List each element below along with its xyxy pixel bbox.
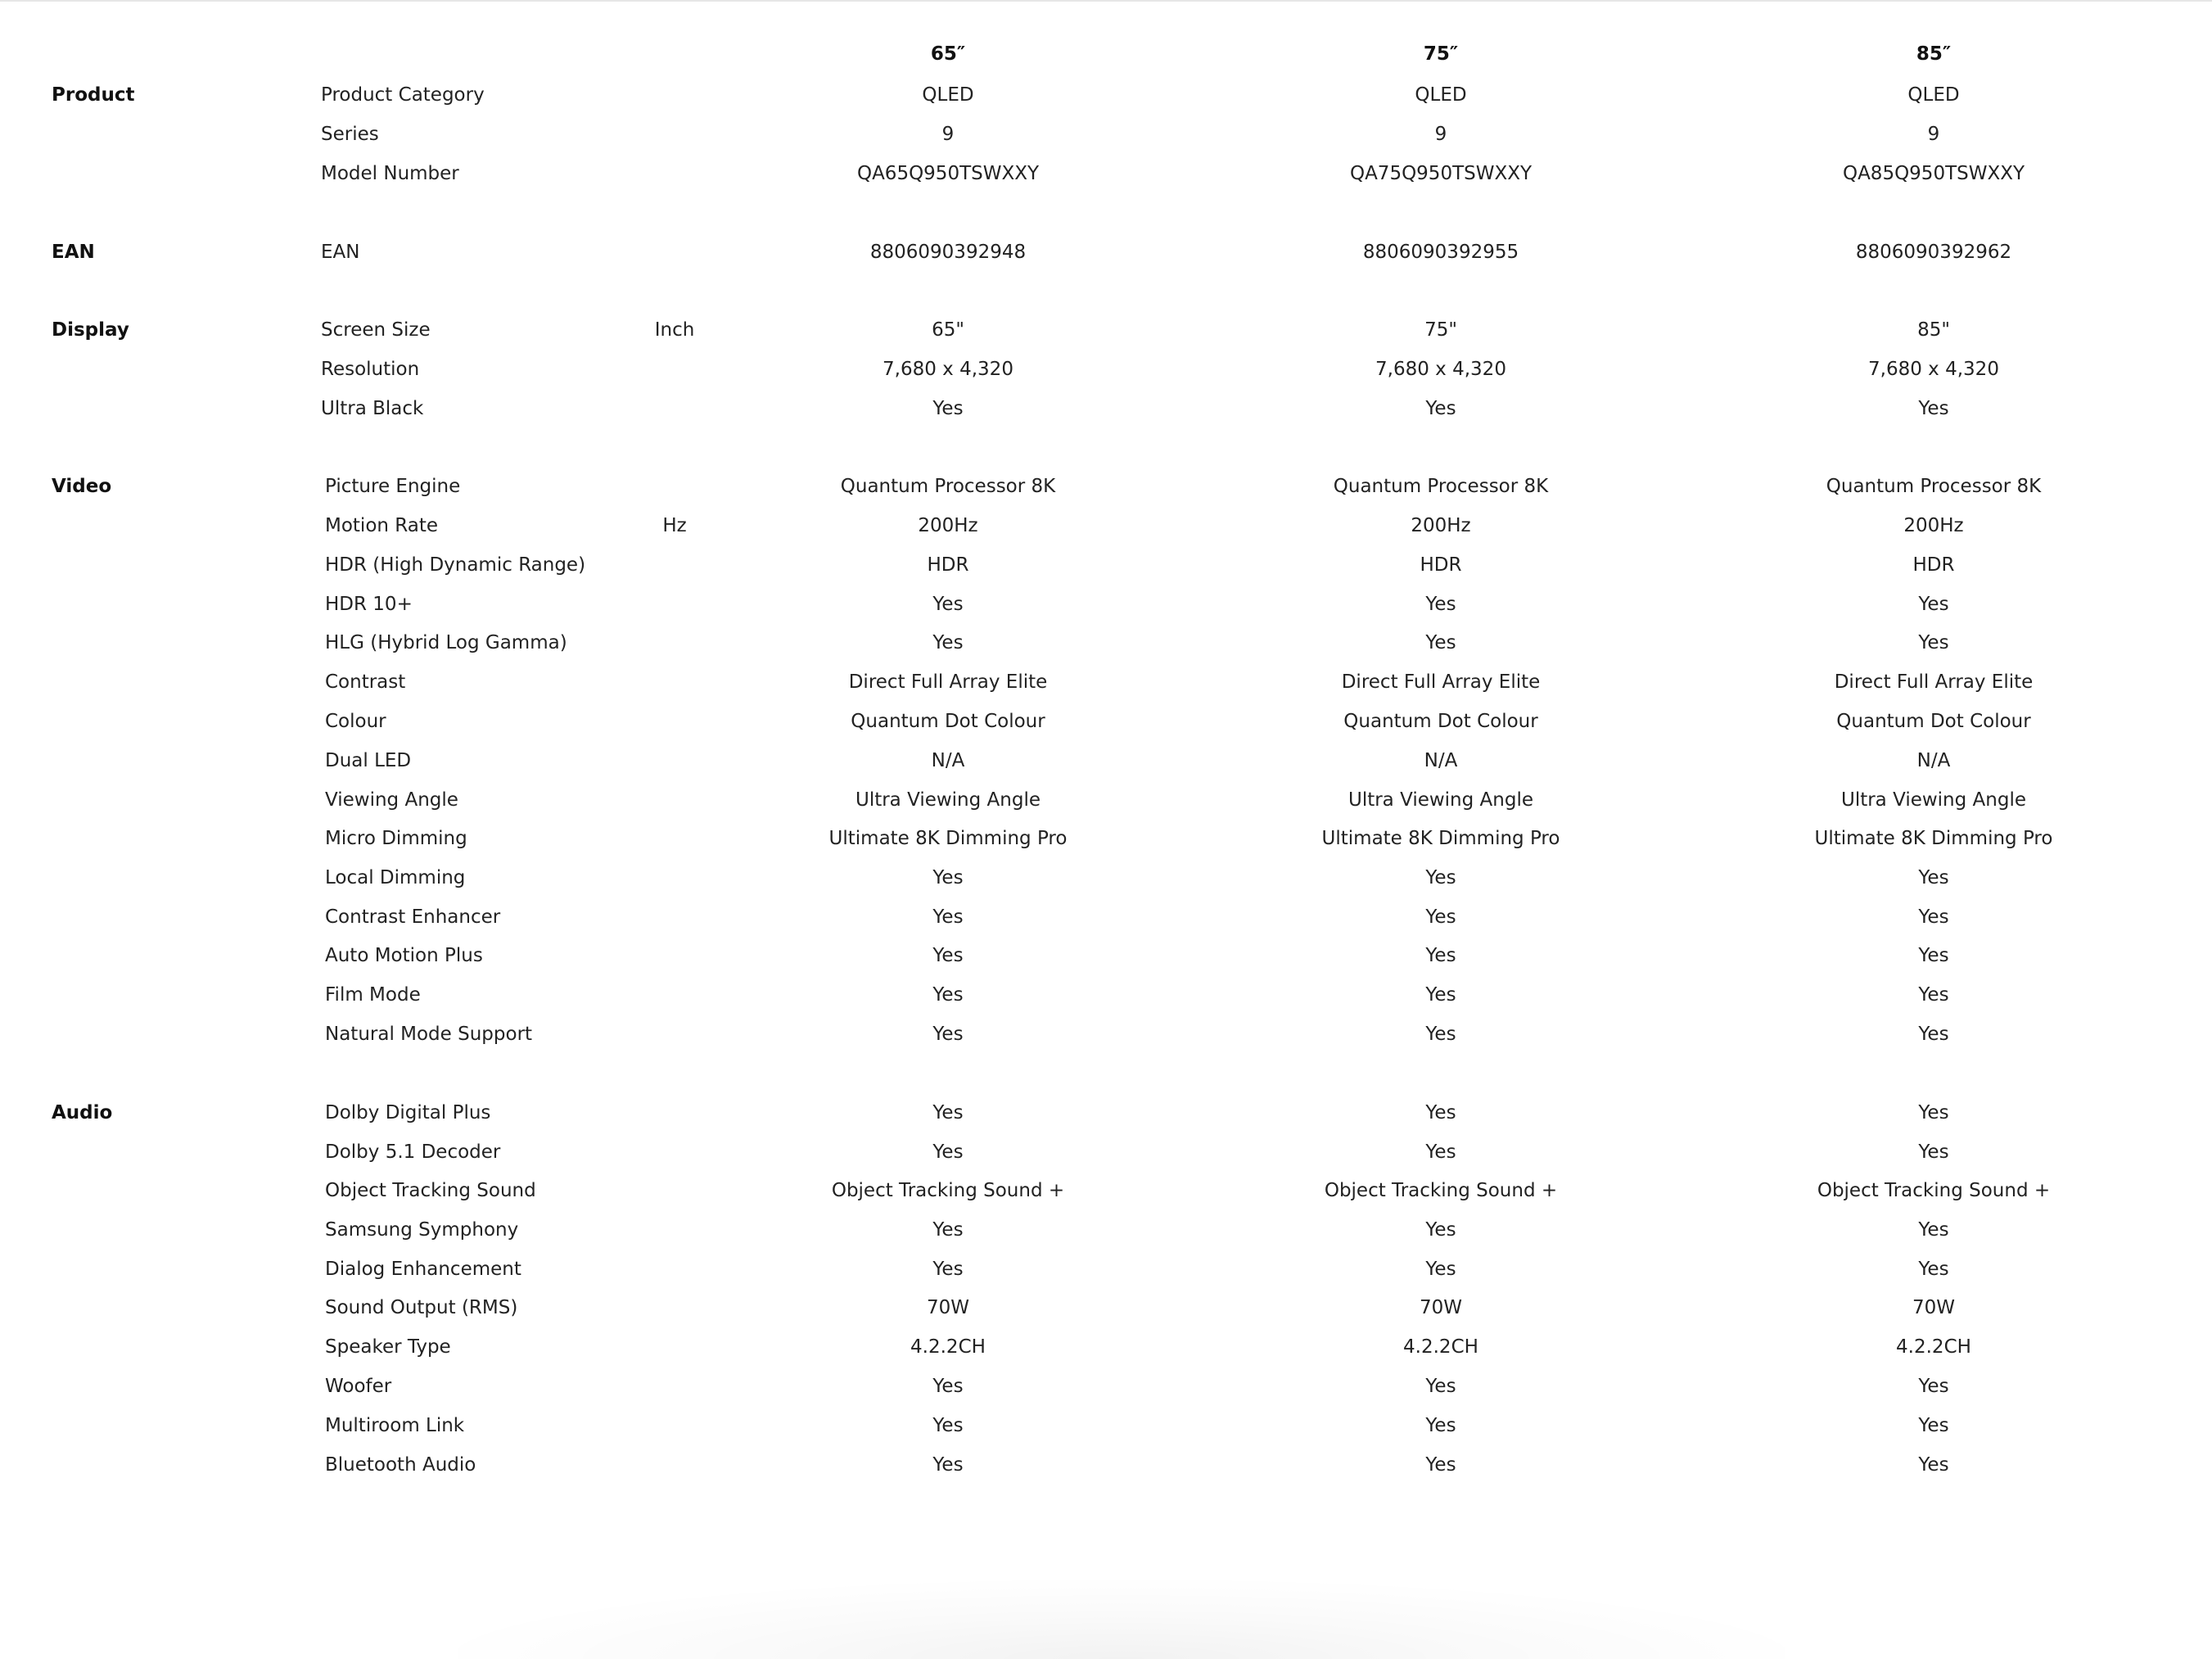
spec-unit <box>639 1445 711 1485</box>
spec-value-65: Quantum Processor 8K <box>840 476 1056 497</box>
spec-unit <box>639 1250 711 1289</box>
spec-value-65: Yes <box>932 1454 964 1476</box>
spec-unit <box>639 1210 711 1250</box>
spec-unit <box>639 585 711 624</box>
spec-row <box>0 1210 2212 1250</box>
column-header-75: 75″ <box>1423 43 1459 65</box>
spec-value-85: Yes <box>1918 398 1949 419</box>
spec-value-75: 8806090392955 <box>1362 242 1519 263</box>
spec-value-75: Yes <box>1425 1454 1456 1476</box>
spec-value-65: HDR <box>927 554 969 576</box>
spec-value-75: Quantum Processor 8K <box>1333 476 1549 497</box>
spec-value-85: Yes <box>1918 1376 1949 1397</box>
spec-value-75: Yes <box>1425 1141 1456 1163</box>
spec-value-65: Yes <box>932 1141 964 1163</box>
spec-row <box>0 702 2212 741</box>
spec-row <box>0 897 2212 937</box>
spec-value-65: Quantum Dot Colour <box>851 711 1045 732</box>
spec-label: Viewing Angle <box>325 789 458 811</box>
spec-unit <box>639 662 711 702</box>
spec-value-75: Direct Full Array Elite <box>1341 671 1541 693</box>
spec-row <box>0 662 2212 702</box>
spec-row <box>0 975 2212 1015</box>
spec-value-85: Yes <box>1918 1102 1949 1123</box>
spec-label: Micro Dimming <box>325 828 467 849</box>
spec-label: Local Dimming <box>325 867 466 888</box>
spec-row <box>0 545 2212 585</box>
spec-row <box>0 1171 2212 1210</box>
bottom-shadow <box>458 1580 1785 1659</box>
spec-value-85: Yes <box>1918 1259 1949 1280</box>
spec-row <box>0 819 2212 858</box>
spec-value-75: Yes <box>1425 1376 1456 1397</box>
spec-value-85: 85" <box>1917 319 1950 341</box>
spec-unit <box>639 467 711 506</box>
spec-row <box>0 1367 2212 1406</box>
spec-value-75: Yes <box>1425 984 1456 1006</box>
spec-unit <box>639 1171 711 1210</box>
spec-value-75: Ultra Viewing Angle <box>1348 789 1533 811</box>
spec-label: Film Mode <box>325 984 421 1006</box>
spec-label: Picture Engine <box>325 476 461 497</box>
spec-value-65: Object Tracking Sound + <box>831 1180 1065 1201</box>
spec-value-85: QA85Q950TSWXXY <box>1842 163 2025 184</box>
spec-row <box>0 1327 2212 1367</box>
spec-value-75: Yes <box>1425 398 1456 419</box>
spec-value-75: 75" <box>1424 319 1457 341</box>
spec-label: Samsung Symphony <box>325 1219 519 1241</box>
spec-value-65: 200Hz <box>918 515 978 536</box>
spec-label: Object Tracking Sound <box>325 1180 536 1201</box>
spec-unit <box>639 1327 711 1367</box>
spec-row <box>0 585 2212 624</box>
spec-value-75: 70W <box>1419 1297 1462 1318</box>
section-label: EAN <box>52 242 95 263</box>
spec-row <box>0 310 2212 350</box>
spec-label: Multiroom Link <box>325 1415 465 1436</box>
spec-value-65: Ultra Viewing Angle <box>855 789 1041 811</box>
spec-unit <box>639 1288 711 1327</box>
spec-value-65: Yes <box>932 632 964 653</box>
spec-label: Ultra Black <box>321 398 424 419</box>
spec-value-85: QLED <box>1907 84 1960 106</box>
spec-value-65: Yes <box>932 1259 964 1280</box>
spec-unit <box>639 350 711 389</box>
spec-value-65: Direct Full Array Elite <box>848 671 1048 693</box>
spec-row <box>0 1288 2212 1327</box>
spec-unit <box>639 389 711 428</box>
spec-row <box>0 1406 2212 1445</box>
spec-value-65: 8806090392948 <box>869 242 1027 263</box>
spec-row <box>0 1093 2212 1132</box>
spec-unit <box>639 780 711 820</box>
spec-value-65: 70W <box>926 1297 969 1318</box>
spec-label: Model Number <box>321 163 459 184</box>
spec-value-85: Yes <box>1918 1141 1949 1163</box>
section-label: Display <box>52 319 129 341</box>
spec-value-65: 7,680 x 4,320 <box>883 359 1013 380</box>
spec-value-85: 9 <box>1927 124 1940 145</box>
spec-unit <box>639 975 711 1015</box>
spec-value-75: Yes <box>1425 867 1456 888</box>
spec-label: Contrast <box>325 671 406 693</box>
spec-label: Dolby 5.1 Decoder <box>325 1141 501 1163</box>
spec-value-85: Quantum Dot Colour <box>1836 711 2031 732</box>
spec-value-75: QLED <box>1415 84 1467 106</box>
spec-unit <box>639 623 711 662</box>
section-label: Audio <box>52 1102 113 1123</box>
spec-unit: Inch <box>654 319 695 341</box>
spec-row <box>0 1015 2212 1054</box>
spec-row <box>0 75 2212 115</box>
spec-unit <box>639 545 711 585</box>
section-label: Product <box>52 84 135 106</box>
spec-label: Dialog Enhancement <box>325 1259 521 1280</box>
spec-row <box>0 858 2212 897</box>
spec-value-85: N/A <box>1916 750 1951 771</box>
spec-value-65: Yes <box>932 1024 964 1045</box>
spec-value-75: N/A <box>1424 750 1458 771</box>
spec-row <box>0 936 2212 975</box>
spec-unit <box>639 1367 711 1406</box>
spec-unit: Hz <box>662 515 687 536</box>
spec-unit <box>639 233 711 272</box>
spec-row <box>0 780 2212 820</box>
spec-value-65: Ultimate 8K Dimming Pro <box>828 828 1068 849</box>
spec-value-65: QLED <box>922 84 974 106</box>
spec-unit <box>639 75 711 115</box>
spec-label: Auto Motion Plus <box>325 945 483 966</box>
spec-row <box>0 1132 2212 1172</box>
spec-row <box>0 233 2212 272</box>
spec-value-85: Yes <box>1918 1454 1949 1476</box>
spec-value-75: HDR <box>1420 554 1462 576</box>
spec-value-65: QA65Q950TSWXXY <box>856 163 1040 184</box>
spec-value-75: Yes <box>1425 594 1456 615</box>
spec-value-75: Yes <box>1425 945 1456 966</box>
spec-value-65: Yes <box>932 1415 964 1436</box>
spec-value-75: Yes <box>1425 1219 1456 1241</box>
spec-label: Motion Rate <box>325 515 439 536</box>
spec-label: HDR 10+ <box>325 594 413 615</box>
spec-label: Natural Mode Support <box>325 1024 533 1045</box>
spec-value-75: 4.2.2CH <box>1403 1336 1478 1358</box>
spec-label: Dolby Digital Plus <box>325 1102 491 1123</box>
spec-value-85: Direct Full Array Elite <box>1834 671 2034 693</box>
spec-unit <box>639 702 711 741</box>
spec-row <box>0 506 2212 545</box>
spec-row <box>0 350 2212 389</box>
header-row <box>0 34 2212 74</box>
spec-value-75: Yes <box>1425 1024 1456 1045</box>
spec-value-85: Yes <box>1918 945 1949 966</box>
spec-value-65: Yes <box>932 984 964 1006</box>
spec-value-75: Yes <box>1425 1259 1456 1280</box>
spec-value-85: 8806090392962 <box>1855 242 2012 263</box>
spec-unit <box>639 897 711 937</box>
spec-value-85: Quantum Processor 8K <box>1826 476 2042 497</box>
spec-value-85: Object Tracking Sound + <box>1817 1180 2051 1201</box>
spec-label: Woofer <box>325 1376 392 1397</box>
spec-value-75: Yes <box>1425 1102 1456 1123</box>
spec-unit <box>639 741 711 780</box>
spec-label: Bluetooth Audio <box>325 1454 476 1476</box>
spec-label: Sound Output (RMS) <box>325 1297 518 1318</box>
spec-value-65: Yes <box>932 906 964 928</box>
spec-value-85: Yes <box>1918 906 1949 928</box>
spec-label: Colour <box>325 711 386 732</box>
spec-value-65: Yes <box>932 398 964 419</box>
spec-value-85: Yes <box>1918 1024 1949 1045</box>
spec-label: Contrast Enhancer <box>325 906 501 928</box>
spec-value-75: 7,680 x 4,320 <box>1375 359 1506 380</box>
spec-value-65: 65" <box>932 319 964 341</box>
spec-value-75: Yes <box>1425 632 1456 653</box>
spec-value-85: Yes <box>1918 984 1949 1006</box>
spec-value-65: Yes <box>932 1219 964 1241</box>
spec-value-85: HDR <box>1912 554 1955 576</box>
spec-value-75: Ultimate 8K Dimming Pro <box>1321 828 1560 849</box>
spec-label: Series <box>321 124 379 145</box>
spec-row <box>0 741 2212 780</box>
spec-label: HDR (High Dynamic Range) <box>325 554 586 576</box>
spec-unit <box>639 1406 711 1445</box>
spec-unit <box>639 819 711 858</box>
spec-unit <box>639 936 711 975</box>
spec-value-85: 200Hz <box>1903 515 1964 536</box>
spec-row <box>0 1250 2212 1289</box>
spec-value-85: 70W <box>1912 1297 1955 1318</box>
spec-label: Product Category <box>321 84 485 106</box>
spec-row <box>0 623 2212 662</box>
spec-unit <box>639 1132 711 1172</box>
spec-label: Resolution <box>321 359 420 380</box>
spec-value-65: 4.2.2CH <box>910 1336 986 1358</box>
spec-value-65: Yes <box>932 867 964 888</box>
spec-value-85: Ultra Viewing Angle <box>1840 789 2026 811</box>
spec-label: EAN <box>321 242 360 263</box>
spec-value-65: Yes <box>932 1376 964 1397</box>
spec-value-85: Ultimate 8K Dimming Pro <box>1814 828 2053 849</box>
section-label: Video <box>52 476 112 497</box>
spec-value-65: Yes <box>932 945 964 966</box>
column-header-85: 85″ <box>1916 43 1952 65</box>
spec-value-75: Yes <box>1425 906 1456 928</box>
spec-label: Speaker Type <box>325 1336 451 1358</box>
spec-value-75: Yes <box>1425 1415 1456 1436</box>
column-header-65: 65″ <box>930 43 966 65</box>
spec-value-75: QA75Q950TSWXXY <box>1349 163 1533 184</box>
spec-value-75: Object Tracking Sound + <box>1324 1180 1558 1201</box>
spec-unit <box>639 1015 711 1054</box>
spec-label: Screen Size <box>321 319 431 341</box>
spec-value-85: 7,680 x 4,320 <box>1868 359 1999 380</box>
spec-row <box>0 1445 2212 1485</box>
spec-unit <box>639 154 711 193</box>
spec-unit <box>639 1093 711 1132</box>
spec-row <box>0 389 2212 428</box>
spec-value-65: Yes <box>932 594 964 615</box>
spec-value-75: 200Hz <box>1411 515 1471 536</box>
spec-row <box>0 154 2212 193</box>
spec-value-85: Yes <box>1918 867 1949 888</box>
spec-value-75: 9 <box>1434 124 1447 145</box>
top-divider <box>0 0 2212 2</box>
spec-value-65: N/A <box>931 750 965 771</box>
spec-row <box>0 467 2212 506</box>
spec-value-65: Yes <box>932 1102 964 1123</box>
spec-unit <box>639 115 711 154</box>
spec-label: HLG (Hybrid Log Gamma) <box>325 632 567 653</box>
spec-unit <box>639 858 711 897</box>
spec-value-65: 9 <box>941 124 955 145</box>
spec-value-75: Quantum Dot Colour <box>1343 711 1538 732</box>
spec-value-85: Yes <box>1918 1415 1949 1436</box>
spec-value-85: Yes <box>1918 1219 1949 1241</box>
spec-value-85: Yes <box>1918 594 1949 615</box>
spec-value-85: 4.2.2CH <box>1896 1336 1971 1358</box>
spec-label: Dual LED <box>325 750 412 771</box>
spec-value-85: Yes <box>1918 632 1949 653</box>
spec-row <box>0 115 2212 154</box>
